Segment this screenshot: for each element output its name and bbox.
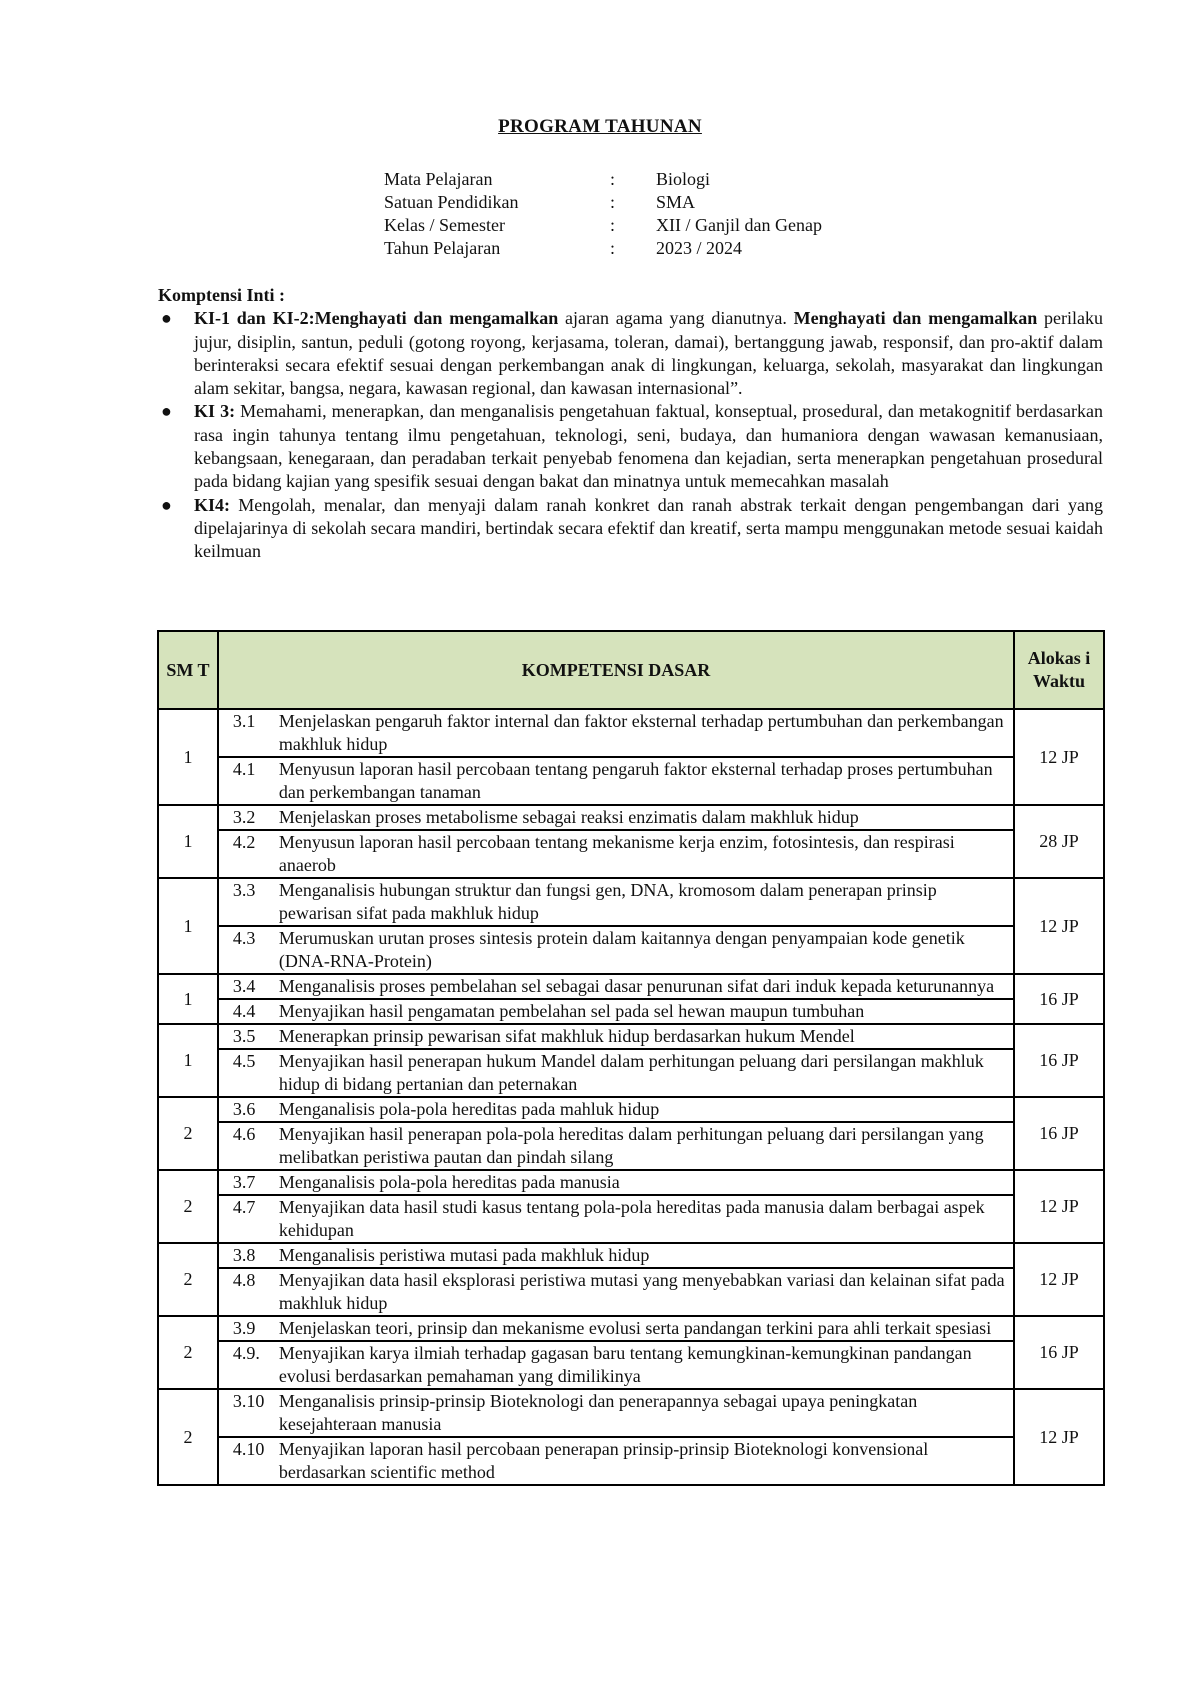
- table-row: [158, 1389, 1104, 1485]
- ki-text-bold: KI4:: [194, 494, 230, 515]
- table-row: [158, 878, 1104, 974]
- meta-value: Biologi: [656, 169, 711, 189]
- table-row: [158, 805, 1104, 878]
- kd-number: 3.10: [232, 1391, 265, 1411]
- kd-cell: [218, 709, 1014, 805]
- kd-text: Menganalisis pola-pola hereditas pada mahluk hidup: [278, 1099, 660, 1119]
- table-row: [158, 1024, 1104, 1097]
- smt-cell: 1: [158, 878, 218, 974]
- ki-text-bold: KI-1 dan KI-2:Menghayati dan mengamalkan: [194, 308, 559, 329]
- kd-number: 3.3: [232, 880, 256, 900]
- kd-text: Menjelaskan pengaruh faktor internal dan faktor eksternal terhadap pertumbuhan dan perkembangan makhluk hidup: [278, 711, 1004, 754]
- kd-number: 4.9.: [232, 1343, 260, 1363]
- ki-item: [158, 494, 1103, 564]
- smt-cell: 2: [158, 1389, 218, 1485]
- kd-number: 3.4: [232, 976, 256, 996]
- kd-cell: [218, 1316, 1014, 1389]
- meta-label: Kelas / Semester: [384, 215, 505, 235]
- smt-cell: 2: [158, 1170, 218, 1243]
- meta-colon: :: [610, 192, 616, 212]
- kd-text: Menyajikan laporan hasil percobaan penerapan prinsip-prinsip Bioteknologi konvensional berdasarkan scientific method: [278, 1439, 929, 1482]
- meta-value: XII / Ganjil dan Genap: [656, 215, 822, 235]
- table-body: [158, 709, 1104, 1485]
- alokasi-cell: 12 JP: [1014, 1243, 1104, 1316]
- kd-item: [219, 1194, 1013, 1242]
- kd-item: [219, 1025, 1013, 1048]
- ki-text: Memahami, menerapkan, dan menganalisis pengetahuan faktual, konseptual, prosedural, dan metakognitif berdasarkan rasa ingin tahunya tentang ilmu pengetahuan, teknologi, seni, budaya, dan humaniora dengan wawasan kemanusiaan, kebangsaan, kenegaraan, dan peradaban terkait penyebab fenomena dan kejadian, serta menerapkan pengetahuan prosedural pada bidang kajian yang spesifik sesuai dengan bakat dan minatnya untuk memecahkan masalah: [194, 401, 1104, 492]
- kd-text: Merumuskan urutan proses sintesis protein dalam kaitannya dengan penyampaian kode genetik (DNA-RNA-Protein): [278, 928, 965, 971]
- kd-item: [219, 1436, 1013, 1484]
- kd-number: 4.8: [232, 1270, 256, 1290]
- kd-item: [219, 1390, 1013, 1436]
- kd-item: [219, 1121, 1013, 1169]
- kd-cell: [218, 1024, 1014, 1097]
- ki-item: [158, 400, 1103, 493]
- meta-colon: :: [610, 238, 616, 258]
- alokasi-cell: 28 JP: [1014, 805, 1104, 878]
- kd-number: 3.9: [232, 1318, 256, 1338]
- kd-cell: [218, 1389, 1014, 1485]
- kd-text: Menyajikan data hasil eksplorasi peristiwa mutasi yang menyebabkan variasi dan kelainan sifat pada makhluk hidup: [278, 1270, 1005, 1313]
- meta-value: SMA: [656, 192, 696, 212]
- kd-cell: [218, 878, 1014, 974]
- kd-text: Menganalisis proses pembelahan sel sebagai dasar penurunan sifat dari induk kepada keturunannya: [278, 976, 995, 996]
- smt-cell: 2: [158, 1316, 218, 1389]
- meta-row: [384, 214, 822, 237]
- header-alokasi-waktu: Alokas i Waktu: [1014, 631, 1104, 709]
- kd-text: Menyusun laporan hasil percobaan tentang mekanisme kerja enzim, fotosintesis, dan respirasi anaerob: [278, 832, 955, 875]
- smt-cell: 1: [158, 1024, 218, 1097]
- alokasi-cell: 12 JP: [1014, 878, 1104, 974]
- kd-cell: [218, 1097, 1014, 1170]
- meta-label: Tahun Pelajaran: [384, 238, 501, 258]
- kd-item: [219, 756, 1013, 804]
- kd-text: Menganalisis peristiwa mutasi pada makhluk hidup: [278, 1245, 650, 1265]
- kd-text: Menjelaskan proses metabolisme sebagai reaksi enzimatis dalam makhluk hidup: [278, 807, 859, 827]
- kd-text: Menganalisis hubungan struktur dan fungsi gen, DNA, kromosom dalam penerapan prinsip pewarisan sifat pada makhluk hidup: [278, 880, 937, 923]
- ki-heading: Komptensi Inti :: [158, 285, 286, 305]
- kd-number: 3.5: [232, 1026, 256, 1046]
- kd-text: Menganalisis prinsip-prinsip Bioteknologi dan penerapannya sebagai upaya peningkatan kesejahteraan manusia: [278, 1391, 918, 1434]
- kd-number: 4.1: [232, 759, 256, 779]
- table-row: [158, 1170, 1104, 1243]
- kd-number: 4.7: [232, 1197, 256, 1217]
- table-header-row: [158, 631, 1104, 709]
- kd-text: Menyajikan data hasil studi kasus tentang pola-pola hereditas pada manusia dalam berbagai aspek kehidupan: [278, 1197, 985, 1240]
- kd-text: Menjelaskan teori, prinsip dan mekanisme evolusi serta pandangan terkini para ahli terkait spesiasi: [278, 1318, 992, 1338]
- table-row: [158, 1243, 1104, 1316]
- kd-number: 4.5: [232, 1051, 256, 1071]
- meta-colon: :: [610, 169, 616, 189]
- kd-number: 3.2: [232, 807, 256, 827]
- smt-cell: 1: [158, 805, 218, 878]
- bullet-icon: ●: [161, 494, 172, 515]
- bullet-icon: ●: [161, 401, 172, 422]
- kd-number: 4.3: [232, 928, 256, 948]
- kd-item: [219, 1267, 1013, 1315]
- kd-cell: [218, 1170, 1014, 1243]
- meta-label: Mata Pelajaran: [384, 169, 493, 189]
- meta-value: 2023 / 2024: [656, 238, 743, 258]
- kd-item: [219, 710, 1013, 756]
- header-smt: SM T: [158, 631, 218, 709]
- alokasi-cell: 16 JP: [1014, 1316, 1104, 1389]
- kd-number: 4.4: [232, 1001, 256, 1021]
- ki-text: perilaku jujur, disiplin, santun, peduli (gotong royong, kerjasama, toleran, damai), bertanggung jawab, responsif, dan pro-aktif dalam berinteraksi secara efektif sesuai dengan perkembangan anak di lingkungan, keluarga, sekolah, masyarakat dan lingkungan alam sekitar, bangsa, negara, kawasan regional, dan kawasan internasional”.: [194, 308, 1104, 399]
- meta-colon: :: [610, 215, 616, 235]
- kd-item: [219, 829, 1013, 877]
- kd-number: 4.2: [232, 832, 256, 852]
- alokasi-cell: 12 JP: [1014, 709, 1104, 805]
- alokasi-cell: 16 JP: [1014, 974, 1104, 1024]
- kd-item: [219, 1098, 1013, 1121]
- kd-item: [219, 925, 1013, 973]
- page-title: PROGRAM TAHUNAN: [498, 116, 702, 137]
- header-kompetensi-dasar: KOMPETENSI DASAR: [218, 631, 1014, 709]
- kd-number: 4.6: [232, 1124, 256, 1144]
- bullet-icon: ●: [161, 308, 172, 329]
- kd-number: 4.10: [232, 1439, 265, 1459]
- kd-cell: [218, 805, 1014, 878]
- ki-text: ajaran agama yang dianutnya.: [558, 308, 794, 329]
- kd-item: [219, 998, 1013, 1023]
- kd-text: Menyajikan hasil penerapan hukum Mandel dalam perhitungan peluang dari persilangan makhluk hidup di bidang pertanian dan peternakan: [278, 1051, 984, 1094]
- meta-row: [384, 191, 822, 214]
- kd-text: Menyajikan hasil penerapan pola-pola hereditas dalam perhitungan peluang dari persilangan yang melibatkan peristiwa pautan dan pindah silang: [278, 1124, 984, 1167]
- kd-cell: [218, 1243, 1014, 1316]
- ki-text-bold: KI 3:: [194, 401, 236, 422]
- kd-item: [219, 1340, 1013, 1388]
- kd-item: [219, 1244, 1013, 1267]
- kd-text: Menganalisis pola-pola hereditas pada manusia: [278, 1172, 620, 1192]
- smt-cell: 2: [158, 1243, 218, 1316]
- meta-row: [384, 237, 822, 260]
- kompetensi-dasar-table: [157, 630, 1105, 1486]
- kd-item: [219, 879, 1013, 925]
- meta-label: Satuan Pendidikan: [384, 192, 519, 212]
- kd-text: Menyajikan karya ilmiah terhadap gagasan baru tentang kemungkinan-kemungkinan pandangan evolusi berdasarkan pemahaman yang dimilikinya: [278, 1343, 972, 1386]
- table-row: [158, 1097, 1104, 1170]
- kd-item: [219, 806, 1013, 829]
- kd-item: [219, 1048, 1013, 1096]
- kd-number: 3.6: [232, 1099, 256, 1119]
- meta-row: [384, 168, 822, 191]
- table-row: [158, 709, 1104, 805]
- kd-number: 3.7: [232, 1172, 256, 1192]
- smt-cell: 1: [158, 974, 218, 1024]
- kd-item: [219, 975, 1013, 998]
- smt-cell: 2: [158, 1097, 218, 1170]
- table-row: [158, 1316, 1104, 1389]
- alokasi-cell: 16 JP: [1014, 1024, 1104, 1097]
- table-row: [158, 974, 1104, 1024]
- ki-text: Mengolah, menalar, dan menyaji dalam ranah konkret dan ranah abstrak terkait dengan pengembangan dari yang dipelajarinya di sekolah secara mandiri, bertindak secara efektif dan kreatif, serta mampu menggunakan metode sesuai kaidah keilmuan: [194, 494, 1103, 562]
- kd-text: Menyusun laporan hasil percobaan tentang pengaruh faktor eksternal terhadap proses pertumbuhan dan perkembangan tanaman: [278, 759, 993, 802]
- kd-text: Menyajikan hasil pengamatan pembelahan sel pada sel hewan maupun tumbuhan: [278, 1001, 865, 1021]
- smt-cell: 1: [158, 709, 218, 805]
- kd-item: [219, 1171, 1013, 1194]
- kd-text: Menerapkan prinsip pewarisan sifat makhluk hidup berdasarkan hukum Mendel: [278, 1026, 855, 1046]
- kd-number: 3.1: [232, 711, 256, 731]
- kd-item: [219, 1317, 1013, 1340]
- alokasi-cell: 16 JP: [1014, 1097, 1104, 1170]
- alokasi-cell: 12 JP: [1014, 1389, 1104, 1485]
- subject-info: [384, 168, 822, 260]
- ki-item: [158, 307, 1103, 400]
- kd-number: 3.8: [232, 1245, 256, 1265]
- kd-cell: [218, 974, 1014, 1024]
- kompetensi-inti: [158, 284, 1103, 564]
- alokasi-cell: 12 JP: [1014, 1170, 1104, 1243]
- ki-text-bold: Menghayati dan mengamalkan: [793, 308, 1038, 329]
